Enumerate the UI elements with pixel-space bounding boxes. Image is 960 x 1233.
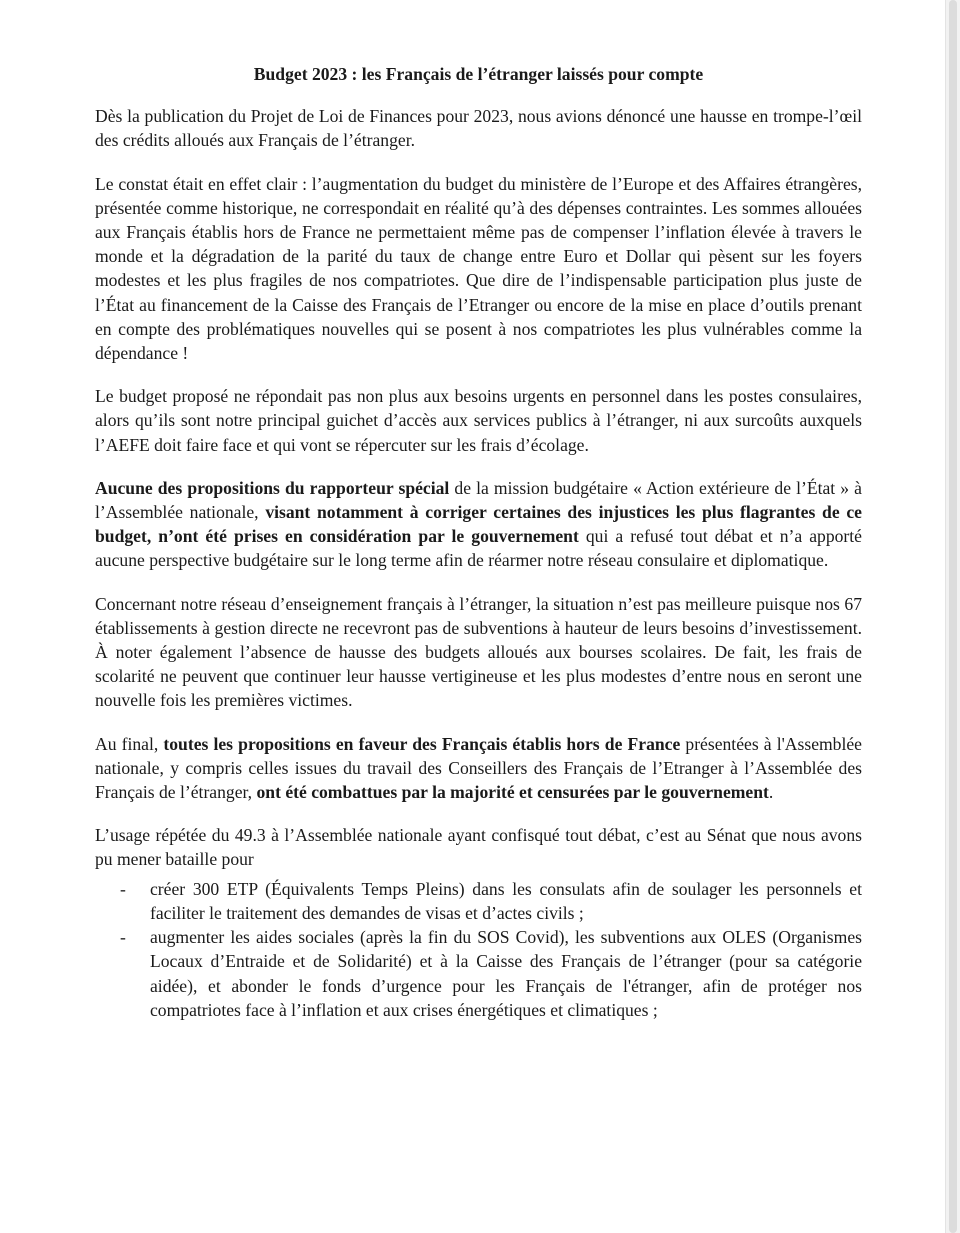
paragraph-text: Le budget proposé ne répondait pas non plus aux besoins urgents en personnel dans les postes consulaires, alors qu’ils sont notre principal guichet d’accès aux services publics à l’étranger, ni aux surcoûts auxquels l’AEFE doit faire face et qui vont se répercuter sur les frais d’écolage. (95, 386, 862, 455)
list-item (120, 877, 862, 925)
document-title: Budget 2023 : les Français de l’étranger laissés pour compte (253, 64, 704, 84)
paragraph-intro (95, 104, 862, 152)
bold-text: ont été combattues par la majorité et censurées par le gouvernement (256, 782, 769, 803)
paragraph-text: Le constat était en effet clair : l’augmentation du budget du ministère de l’Europe et des Affaires étrangères, présentée comme historique, ne correspondait en réalité qu’à des dépenses contraintes. Les sommes allouées aux Français établis hors de France ne permettaient même pas de compenser l’inflation élevée à travers le monde et la dégradation de la parité du taux de change entre Euro et Dollar qui pèsent sur les foyers modestes et les plus fragiles de nos compatriotes. Que dire de l’indispensable participation plus juste de l’État au financement de la Caisse des Français de l’Etranger ou encore de la mise en place d’outils prenant en compte des problématiques nouvelles qui se posent à nos compatriotes les plus vulnérables comme la dépendance ! (95, 173, 862, 364)
paragraph-text: Dès la publication du Projet de Loi de Finances pour 2023, nous avions dénoncé une hausse en trompe-l’œil des crédits alloués aux Français de l’étranger. (95, 106, 862, 151)
paragraph-text: . (768, 782, 774, 803)
paragraph-text: qui a refusé tout débat et n’a apporté aucune perspective budgétaire sur le long terme afin de réarmer notre réseau consulaire et diplomatique. (95, 526, 862, 571)
action-list (95, 877, 862, 1022)
paragraph-rapporteur (95, 476, 862, 573)
scrollbar-track[interactable] (945, 0, 960, 1233)
paragraph-text: de la mission budgétaire « Action extérieure de l’État » à l’Assemblée nationale, (95, 477, 862, 523)
scrollbar-thumb[interactable] (949, 0, 957, 1233)
list-item-text: augmenter les aides sociales (après la fin du SOS Covid), les subventions aux OLES (Organismes Locaux d’Entraide et de Solidarité) et à la Caisse des Français de l’étranger (pour sa catégorie aidée), et abonder le fonds d’urgence pour les Français de l'étranger, afin de protéger nos compatriotes face à l’inflation et aux crises énergétiques et climatiques ; (150, 927, 862, 1020)
paragraph-au-final (95, 732, 862, 805)
list-dash-marker: - (120, 878, 126, 899)
list-item (120, 925, 862, 1022)
list-dash-marker: - (120, 927, 126, 948)
list-item-text: créer 300 ETP (Équivalents Temps Pleins) dans les consulats afin de soulager les personnels et faciliter le traitement des demandes de visas et d’actes civils ; (150, 878, 862, 923)
paragraph-text: présentées à l'Assemblée nationale, y compris celles issues du travail des Conseillers des Français de l’Etranger à l’Assemblée des Français de l’étranger, (95, 733, 862, 803)
paragraph-enseignement (95, 592, 862, 713)
bold-text: toutes les propositions en faveur des Français établis hors de France (163, 733, 681, 754)
document-page (95, 62, 862, 1022)
paragraph-text: L’usage répétée du 49.3 à l’Assemblée nationale ayant confisqué tout débat, c’est au Sénat que nous avons pu mener bataille pour (95, 825, 862, 870)
paragraph-text: Au final, (95, 733, 164, 754)
paragraph-constat (95, 172, 862, 366)
bold-text: Aucune des propositions du rapporteur spécial (95, 477, 450, 498)
bold-text: visant notamment à corriger certaines des injustices les plus flagrantes de ce budget, n’ont été prises en considération par le gouvernement (95, 502, 862, 547)
paragraph-text: Concernant notre réseau d’enseignement français à l’étranger, la situation n’est pas meilleure puisque nos 67 établissements à gestion directe ne recevront pas de subventions à hauteur de leurs besoins d’investissement. À noter également l’absence de hausse des budgets alloués aux bourses scolaires. De fait, les frais de scolarité ne peuvent que continuer leur hausse vertigineuse et les plus modestes d’entre nous en seront une nouvelle fois les premières victimes. (95, 593, 862, 711)
paragraph-senat (95, 823, 862, 871)
paragraph-budget-propose (95, 384, 862, 457)
